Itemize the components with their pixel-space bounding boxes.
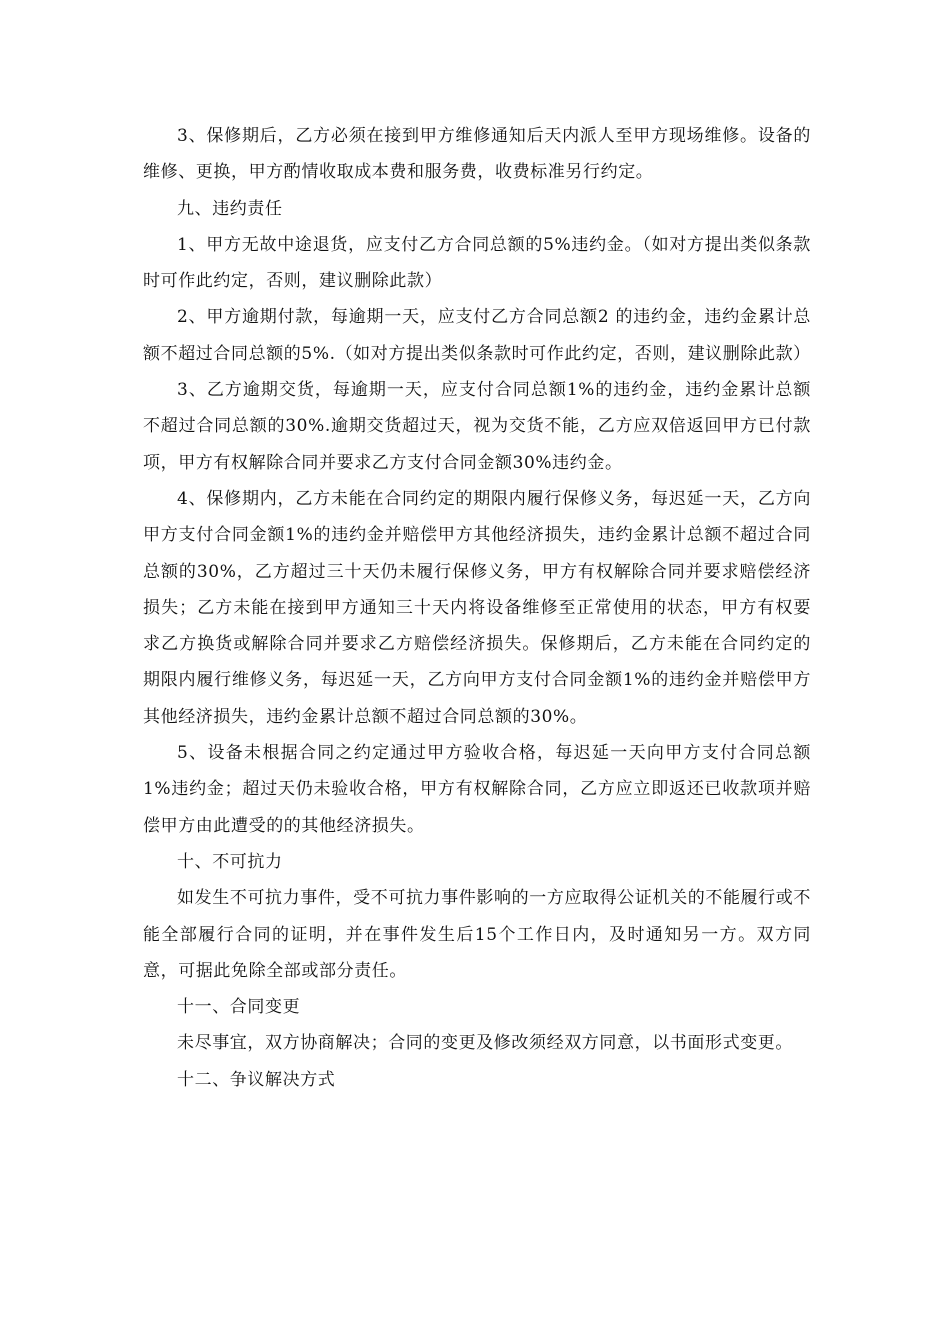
section-10-paragraph: 如发生不可抗力事件，受不可抗力事件影响的一方应取得公证机关的不能履行或不能全部履行合同的证明，并在事件发生后15个工作日内，及时通知另一方。双方同意，可据此免除全部或部分责任。 (143, 888, 811, 981)
clause-8-3-paragraph: 3、保修期后，乙方必须在接到甲方维修通知后天内派人至甲方现场维修。设备的维修、更换，甲方酌情收取成本费和服务费，收费标准另行约定。 (143, 126, 811, 183)
section-9-heading: 九、违约责任 (177, 198, 283, 219)
clause-9-3-paragraph: 3、乙方逾期交货，每逾期一天，应支付合同总额1%的违约金，违约金累计总额不超过合同总额的30%.逾期交货超过天，视为交货不能，乙方应双倍返回甲方已付款项，甲方有权解除合同并要求乙方支付合同金额30%违约金。 (143, 380, 811, 473)
section-12-heading: 十二、争议解决方式 (177, 1069, 336, 1090)
clause-9-1-paragraph: 1、甲方无故中途退货，应支付乙方合同总额的5%违约金。（如对方提出类似条款时可作此约定，否则，建议删除此款） (143, 234, 811, 292)
section-10-heading: 十、不可抗力 (177, 851, 283, 872)
clause-9-5-paragraph: 5、设备未根据合同之约定通过甲方验收合格，每迟延一天向甲方支付合同总额1%违约金；超过天仍未验收合格，甲方有权解除合同，乙方应立即返还已收款项并赔偿甲方由此遭受的的其他经济损失。 (143, 743, 811, 836)
section-11-paragraph: 未尽事宜，双方协商解决；合同的变更及修改须经双方同意，以书面形式变更。 (177, 1033, 793, 1054)
section-11-heading: 十一、合同变更 (177, 997, 301, 1018)
clause-9-4-paragraph: 4、保修期内，乙方未能在合同约定的期限内履行保修义务，每迟延一天，乙方向甲方支付合同金额1%的违约金并赔偿甲方其他经济损失，违约金累计总额不超过合同总额的30%，乙方超过三十天仍未履行保修义务，甲方有权解除合同并要求赔偿经济损失；乙方未能在接到甲方通知三十天内将设备维修至正常使用的状态，甲方有权要求乙方换货或解除合同并要求乙方赔偿经济损失。保修期后，乙方未能在合同约定的期限内履行维修义务，每迟延一天，乙方向甲方支付合同金额1%的违约金并赔偿甲方其他经济损失，违约金累计总额不超过合同总额的30%。 (143, 488, 811, 727)
document-body (143, 118, 811, 1098)
clause-9-2-paragraph: 2、甲方逾期付款，每逾期一天，应支付乙方合同总额2 的违约金，违约金累计总额不超过合同总额的5%.（如对方提出类似条款时可作此约定，否则，建议删除此款） (143, 307, 811, 364)
